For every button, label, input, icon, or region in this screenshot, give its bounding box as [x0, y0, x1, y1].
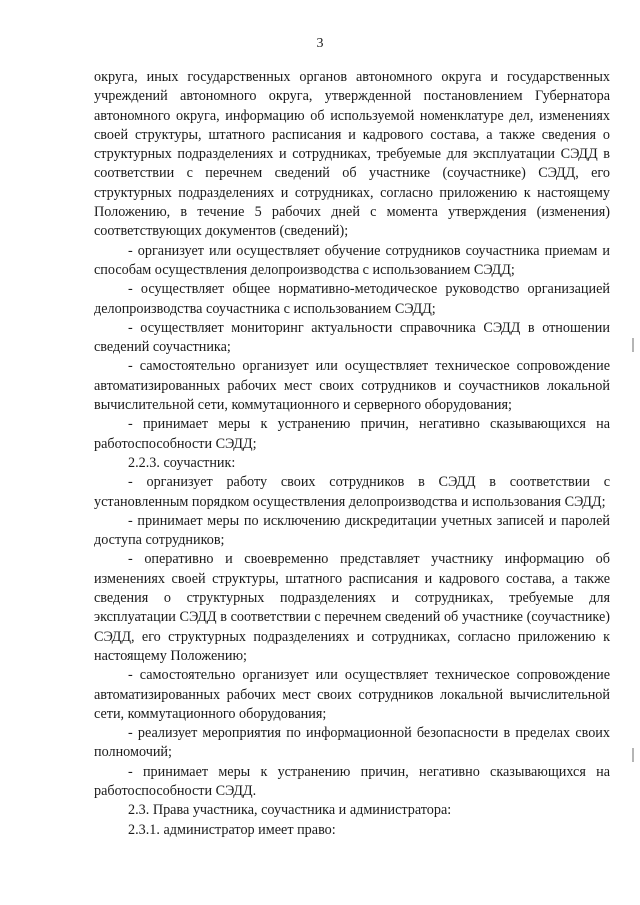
paragraph: - самостоятельно организует или осуществляет техническое сопровождение автоматизированных рабочих мест своих сотрудников и соучастников локальной вычислительной сети, коммутационного и серверного оборудования; [94, 358, 610, 414]
section-heading: 2.3. Права участника, соучастника и администратора: [128, 802, 452, 819]
paragraph: - организует работу своих сотрудников в СЭДД в соответствии с установленным порядком осуществления делопроизводства и использования СЭДД; [94, 474, 610, 510]
section-heading: 2.2.3. соучастник: [128, 454, 236, 471]
section-heading: 2.3.1. администратор имеет право: [128, 821, 336, 838]
paragraph: - осуществляет общее нормативно-методическое руководство организацией делопроизводства соучастника с использованием СЭДД; [94, 281, 610, 317]
document-body [94, 68, 610, 840]
paragraph: - осуществляет мониторинг актуальности справочника СЭДД в отношении сведений соучастника; [94, 319, 610, 356]
paragraph: - принимает меры по исключению дискредитации учетных записей и паролей доступа сотрудников; [94, 512, 610, 549]
paragraph: - принимает меры к устранению причин, негативно сказывающихся на работоспособности СЭДД; [94, 416, 610, 452]
scan-margin-mark [632, 338, 634, 352]
paragraph: - оперативно и своевременно представляет участнику информацию об изменениях своей структуры, штатного расписания и кадрового состава, а также сведения о структурных подразделениях и сотрудниках, требуемые для эксплуатации СЭДД в соответствии с перечнем сведений об участнике (соучастнике) СЭДД, его структурных подразделениях и сотрудниках, согласно приложению к настоящему Положению; [94, 551, 610, 664]
paragraph: - самостоятельно организует или осуществляет техническое сопровождение автоматизированных рабочих мест своих сотрудников локальной вычислительной сети, коммутационного оборудования; [94, 667, 610, 722]
page-number: 3 [316, 36, 324, 51]
paragraph: - принимает меры к устранению причин, негативно сказывающихся на работоспособности СЭДД. [94, 763, 610, 799]
scan-margin-mark [632, 748, 634, 762]
paragraph: округа, иных государственных органов автономного округа и государственных учреждений автономного округа, утвержденной постановлением Губернатора автономного округа, информацию об используемой номенклатуре дел, изменениях своей структуры, штатного расписания и кадрового состава, а также сведения о структурных подразделениях и сотрудниках, требуемые для эксплуатации СЭДД в соответствии с перечнем сведений об участнике (соучастнике) СЭДД, его структурных подразделениях и сотрудниках, согласно приложению к настоящему Положению, в течение 5 рабочих дней с момента утверждения (изменения) соответствующих документов (сведений); [94, 69, 610, 240]
paragraph: - организует или осуществляет обучение сотрудников соучастника приемам и способам осуществления делопроизводства с использованием СЭДД; [94, 242, 610, 278]
paragraph: - реализует мероприятия по информационной безопасности в пределах своих полномочий; [94, 725, 610, 761]
